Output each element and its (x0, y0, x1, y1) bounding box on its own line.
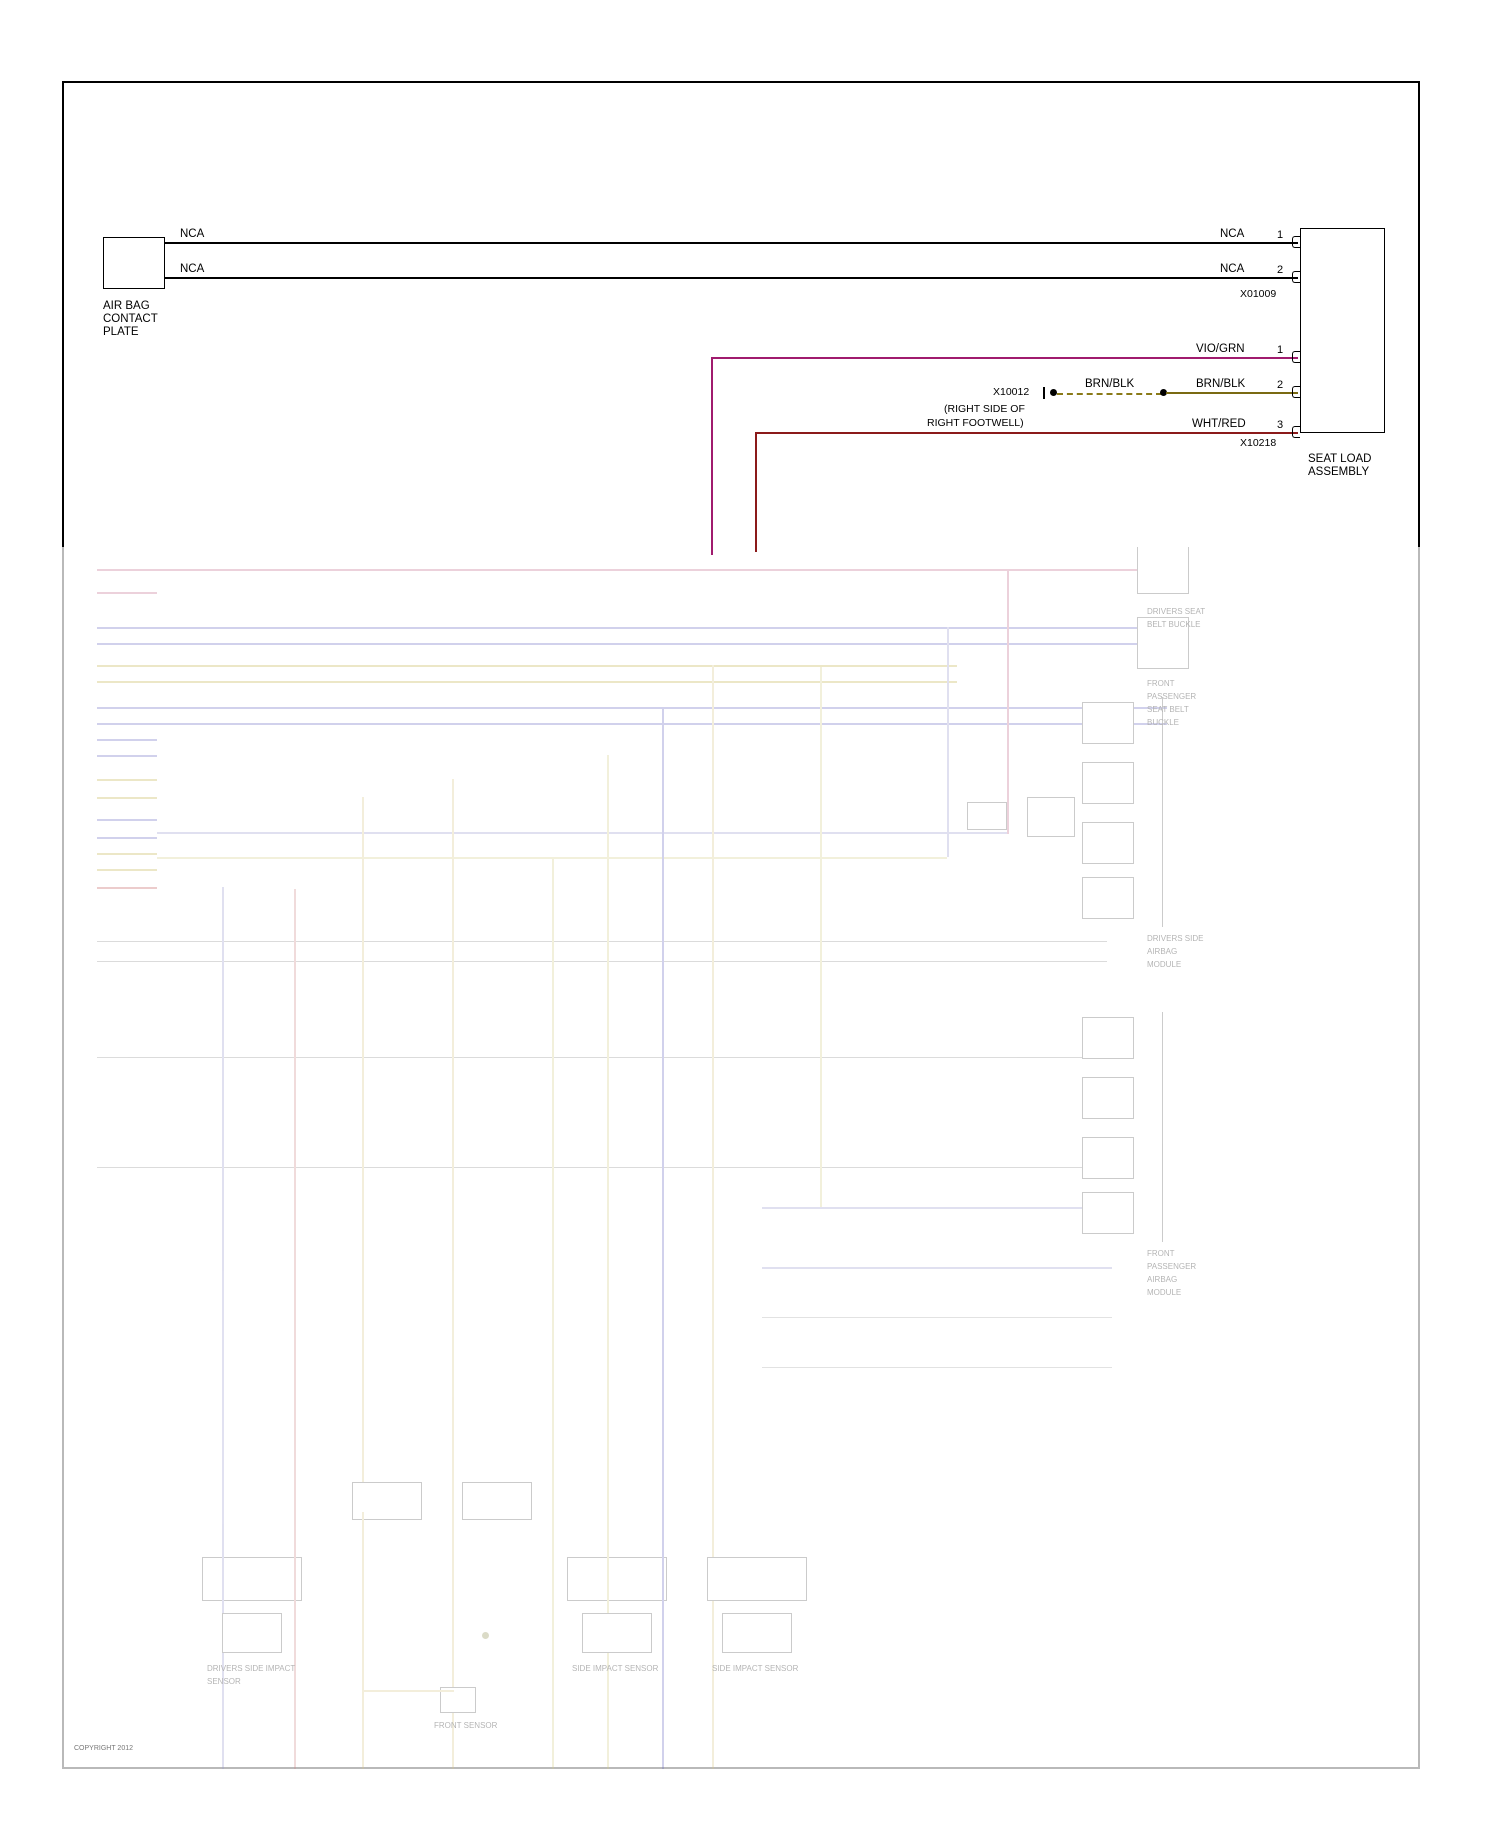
wire-nca-1-pin: 1 (1277, 229, 1284, 241)
air-bag-contact-plate-label-line3: PLATE (103, 326, 139, 338)
connector-chevron-pin3-seat-load (1292, 426, 1300, 438)
seat-load-assembly-label-line1: SEAT LOAD (1308, 453, 1372, 465)
footer-copyright: COPYRIGHT 2012 (74, 1745, 134, 1752)
wire-nca-2-pin: 2 (1277, 264, 1284, 276)
wire-wht-red-vertical (755, 432, 757, 552)
air-bag-contact-plate-label-line1: AIR BAG (103, 300, 150, 312)
wire-brn-blk-dashed-segment (1057, 393, 1162, 395)
wire-nca-2 (165, 277, 1298, 279)
seat-load-assembly-box (1300, 228, 1385, 433)
connector-chevron-pin1-x01009 (1292, 236, 1300, 248)
wire-vio-grn-horizontal (712, 357, 1298, 359)
x10012-location-line2: RIGHT FOOTWELL) (927, 417, 1024, 429)
wire-nca-2-label-left: NCA (180, 263, 205, 275)
seat-load-assembly-label-line2: ASSEMBLY (1308, 466, 1370, 478)
connector-x10218-label: X10218 (1240, 437, 1277, 449)
air-bag-contact-plate-box (103, 237, 165, 289)
connector-x10012-label: X10012 (993, 386, 1030, 398)
wire-vio-grn-pin: 1 (1277, 344, 1284, 356)
wire-wht-red-horizontal (756, 432, 1298, 434)
diagram-frame-top (62, 81, 1420, 547)
connector-chevron-pin2-seat-load (1292, 386, 1300, 398)
diagram-faded-lower-region (62, 547, 1420, 1769)
connector-x01009-label: X01009 (1240, 288, 1277, 300)
wire-brn-blk-label-left: BRN/BLK (1085, 378, 1135, 390)
x10012-splice-bar (1043, 387, 1045, 399)
connector-chevron-pin1-seat-load (1292, 351, 1300, 363)
x10012-location-line1: (RIGHT SIDE OF (944, 403, 1025, 415)
wire-nca-1-label-left: NCA (180, 228, 205, 240)
wire-brn-blk-label-right: BRN/BLK (1196, 378, 1246, 390)
wire-vio-grn-vertical (711, 357, 713, 555)
wire-wht-red-label-right: WHT/RED (1192, 418, 1246, 430)
x10012-node-left (1050, 389, 1057, 396)
wire-brn-blk-pin: 2 (1277, 379, 1284, 391)
wire-vio-grn-label-right: VIO/GRN (1196, 343, 1245, 355)
wire-nca-2-label-right: NCA (1220, 263, 1245, 275)
connector-chevron-pin2-x01009 (1292, 271, 1300, 283)
wire-nca-1 (165, 242, 1298, 244)
wire-nca-1-label-right: NCA (1220, 228, 1245, 240)
air-bag-contact-plate-label-line2: CONTACT (103, 313, 158, 325)
faded-schematic-content: DRIVERS SEAT BELT BUCKLE FRONT PASSENGER SEAT BELT BUCKLE DRIVERS SIDE AIRBAG MODULE FRONT PASSENGER AIRBAG MODULE DRIVERS SIDE IMPACT SENSOR FRONT SENSOR SIDE IMPACT SENSOR SIDE IMPACT SENSOR (62, 547, 1420, 1769)
wire-wht-red-pin: 3 (1277, 419, 1284, 431)
wire-brn-blk-solid-segment (1166, 392, 1298, 394)
